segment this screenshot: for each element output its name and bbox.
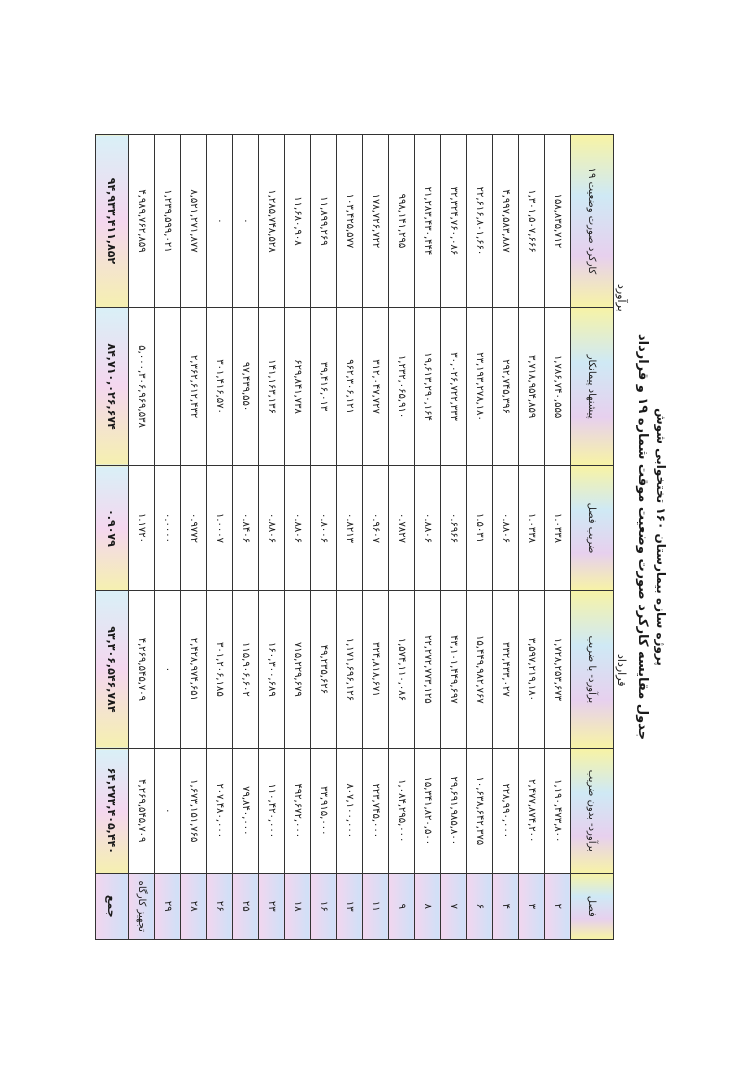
- table-row: [207, 135, 233, 940]
- project-title: پروژه سازه بیمارستان ۱۶۰ تختخوابی شوش: [654, 408, 668, 666]
- row-contractor-bid: [155, 307, 181, 465]
- total-work-statement: ۹۴,۹۳۳,۴۱۱,۸۵۲: [96, 135, 129, 308]
- row-estimate-no-factor: ۲۲۳,۷۴۵,۰۰۰: [363, 749, 389, 873]
- row-work-statement: ۱۱,۸۹۹,۲۶۹: [311, 135, 337, 308]
- row-phase-factor: ۱.۰۰۰۷: [207, 466, 233, 590]
- row-phase-factor: ۰.۸۸۰۶: [259, 466, 285, 590]
- row-estimate-with-factor: ۲,۴۲۸,۹۷۴,۶۵۱: [181, 590, 207, 748]
- col-work-statement: کارکرد صورت وضعیت ۱۹: [571, 135, 614, 308]
- row-contractor-bid: ۱۹,۶۱۳,۲۹۰,۱۶۴: [415, 307, 441, 465]
- row-estimate-no-factor: ۴۹۲,۶۷۲,۰۰۰: [285, 749, 311, 873]
- comparison-table: [95, 134, 614, 940]
- total-phase-factor: ۰.۹۰۷۹: [96, 466, 129, 590]
- row-estimate-no-factor: ۳۳,۹۱۵,۰۰۰: [311, 749, 337, 873]
- row-phase: ۹: [389, 873, 415, 939]
- total-label: جمع: [96, 873, 129, 939]
- table-body: [129, 135, 571, 940]
- row-phase-factor: ۰.۶۹۶۶: [441, 466, 467, 590]
- col-contractor-bid: پیشنهاد پیمانکار: [571, 307, 614, 465]
- table-row: [233, 135, 259, 940]
- row-work-statement: ۱۵۸,۸۳۵,۷۱۲: [545, 135, 571, 308]
- row-phase: ۲۶: [207, 873, 233, 939]
- row-contractor-bid: ۳,۷۱۸,۹۵۴,۸۵۹: [519, 307, 545, 465]
- row-estimate-with-factor: ۷۱۵,۲۲۹,۶۷۹: [285, 590, 311, 748]
- total-estimate-no-factor: ۶۴,۲۷۳,۴۰۵,۴۴۰: [96, 749, 129, 873]
- row-phase-factor: ۱.۱۷۲۰: [129, 466, 155, 590]
- row-work-statement: ۰: [207, 135, 233, 308]
- row-phase: ۸: [415, 873, 441, 939]
- header-row: [571, 135, 614, 940]
- row-phase: ۱۱: [363, 873, 389, 939]
- table-row: [181, 135, 207, 940]
- row-estimate-no-factor: ۰: [155, 749, 181, 873]
- table-row: [415, 135, 441, 940]
- row-estimate-no-factor: ۴,۲۶۹,۵۴۵,۷۰۹: [129, 749, 155, 873]
- table-row: [389, 135, 415, 940]
- row-phase: تجهیز کارگاه: [129, 873, 155, 939]
- row-contractor-bid: ۹۶۲,۳۰۶,۱۲۱: [337, 307, 363, 465]
- col-estimate-with-factor: برآورد- با ضریب: [571, 590, 614, 748]
- row-phase-factor: ۰.۰۰۰۰: [155, 466, 181, 590]
- row-estimate-no-factor: ۲۰۷,۴۸۰,۰۰۰: [207, 749, 233, 873]
- row-work-statement: ۳۲,۳۲۴,۷۶۰,۰۸۶: [441, 135, 467, 308]
- row-phase-factor: ۰.۸۰۰۶: [311, 466, 337, 590]
- row-contractor-bid: ۱,۲۳۲,۰۶۵,۹۱۰: [389, 307, 415, 465]
- row-phase: ۶: [467, 873, 493, 939]
- row-estimate-with-factor: ۳۲۴,۸۱۸,۶۷۱: [363, 590, 389, 748]
- row-estimate-no-factor: ۱,۱۹۰,۴۷۳,۸۰۰: [545, 749, 571, 873]
- row-phase: ۴: [493, 873, 519, 939]
- row-estimate-with-factor: ۳۳۲,۴۳۳,۰۲۷: [493, 590, 519, 748]
- row-work-statement: ۱۱,۶۸۰,۹۰۸: [285, 135, 311, 308]
- table-row: [467, 135, 493, 940]
- row-phase-factor: ۰.۹۷۷۲: [181, 466, 207, 590]
- rotated-document: [84, 134, 674, 940]
- row-estimate-no-factor: ۲۲۸,۹۹۰,۰۰۰: [493, 749, 519, 873]
- total-estimate-with-factor: ۹۳,۳۰۶,۵۴۶,۷۸۴: [96, 590, 129, 748]
- row-contractor-bid: ۳۰,۰۲۶,۷۲۲,۳۳۳: [441, 307, 467, 465]
- row-estimate-with-factor: ۱,۱۷۱,۶۹۶,۱۲۶: [337, 590, 363, 748]
- row-estimate-with-factor: ۱۶۰,۳۰۰,۶۸۹: [259, 590, 285, 748]
- row-contractor-bid: ۵,۰۰۰,۳۰۶,۹۶۹,۵۳۸: [129, 307, 155, 465]
- row-phase: ۲۹: [155, 873, 181, 939]
- row-phase-factor: ۰.۸۸۰۶: [415, 466, 441, 590]
- row-phase-factor: ۱.۰۳۳۸: [545, 466, 571, 590]
- row-work-statement: ۰: [233, 135, 259, 308]
- table-row: [337, 135, 363, 940]
- row-estimate-no-factor: ۱۵,۳۴۱,۸۲۰,۵۰۰: [415, 749, 441, 873]
- row-phase: ۲۵: [233, 873, 259, 939]
- row-contractor-bid: ۳۱۲,۰۴۷,۷۲۷: [363, 307, 389, 465]
- table-row: [441, 135, 467, 940]
- col-estimate-no-factor: برآورد- بدون ضریب: [571, 749, 614, 873]
- table-row: [363, 135, 389, 940]
- row-work-statement: ۹۹۸,۱۴۱,۲۹۵: [389, 135, 415, 308]
- row-estimate-with-factor: ۱,۷۲۸,۲۵۳,۶۷۳: [545, 590, 571, 748]
- total-contractor-bid: ۸۴,۷۱۰,۰۲۶,۶۷۴: [96, 307, 129, 465]
- table-row: [129, 135, 155, 940]
- row-work-statement: ۱۰۳,۴۲۵,۵۷۷: [337, 135, 363, 308]
- group-contract-label: قرارداد: [615, 654, 628, 687]
- row-work-statement: ۴,۹۸۹,۷۶۲,۸۵۹: [129, 135, 155, 308]
- row-work-statement: ۱,۳۰۱,۵۰۷,۶۶۶: [519, 135, 545, 308]
- row-contractor-bid: ۲۹۲,۷۴۵,۳۹۶: [493, 307, 519, 465]
- row-work-statement: ۱۷۸,۷۲۶,۷۲۲: [363, 135, 389, 308]
- table-row: [519, 135, 545, 940]
- row-contractor-bid: ۱۴۱,۱۶۳,۱۳۶: [259, 307, 285, 465]
- row-phase-factor: ۰.۸۸۰۶: [285, 466, 311, 590]
- row-phase-factor: ۰.۷۸۲۷: [389, 466, 415, 590]
- row-work-statement: ۱,۲۸۵,۷۴۸,۵۲۸: [259, 135, 285, 308]
- row-estimate-no-factor: ۱,۰۸۴,۲۹۵,۰۰۰: [389, 749, 415, 873]
- row-phase: ۲۳: [259, 873, 285, 939]
- row-contractor-bid: ۲۳,۱۹۳,۲۷۸,۱۸۰: [467, 307, 493, 465]
- row-estimate-with-factor: ۱۱۵,۹۰۶,۶۰۲: [233, 590, 259, 748]
- row-work-statement: ۴,۹۹۷,۵۸۳,۸۸۷: [493, 135, 519, 308]
- table-title: جدول مقایسه کارکرد صورت وضعیت موقت شماره ۱۹ و قرارداد: [635, 333, 650, 741]
- row-phase-factor: ۱.۰۳۳۸: [519, 466, 545, 590]
- row-phase: ۲: [545, 873, 571, 939]
- row-phase-factor: ۰.۸۸۰۶: [493, 466, 519, 590]
- row-estimate-with-factor: ۲۲,۲۷۲,۷۷۳,۱۲۵: [415, 590, 441, 748]
- row-estimate-with-factor: ۱,۵۷۴,۱۱۰,۰۸۶: [389, 590, 415, 748]
- row-phase-factor: ۰.۸۲۱۳: [337, 466, 363, 590]
- row-estimate-no-factor: ۱۰,۶۳۸,۶۴۲,۳۷۵: [467, 749, 493, 873]
- table-row: [493, 135, 519, 940]
- row-work-statement: ۲۱,۲۸۳,۴۳۰,۴۴۴: [415, 135, 441, 308]
- row-estimate-with-factor: ۴۹,۲۳۵,۶۲۶: [311, 590, 337, 748]
- table-row: [259, 135, 285, 940]
- row-phase: ۱۳: [337, 873, 363, 939]
- row-contractor-bid: ۳۹,۴۱۶,۰۱۳: [311, 307, 337, 465]
- row-estimate-no-factor: ۲۹,۶۹۱,۹۸۵,۸۰۰: [441, 749, 467, 873]
- group-estimate-label: برآورد: [615, 284, 628, 312]
- row-phase: ۱۸: [285, 873, 311, 939]
- row-work-statement: ۲۲,۶۱۶,۸۰۱,۶۶۰: [467, 135, 493, 308]
- row-contractor-bid: ۱,۷۸۶,۷۴۰,۵۵۵: [545, 307, 571, 465]
- row-phase-factor: ۱.۵۰۳۱: [467, 466, 493, 590]
- total-row: [96, 135, 129, 940]
- row-contractor-bid: ۲,۳۶۲,۶۱۲,۴۳۲: [181, 307, 207, 465]
- row-estimate-no-factor: ۱,۶۷۳,۱۵۱,۷۶۵: [181, 749, 207, 873]
- row-estimate-with-factor: ۳,۵۹۷,۲۱۹,۱۸۰: [519, 590, 545, 748]
- row-phase: ۷: [441, 873, 467, 939]
- row-estimate-no-factor: ۸۰۷,۱۰۰,۰۰۰: [337, 749, 363, 873]
- col-phase: فصل: [571, 873, 614, 939]
- row-work-statement: ۸,۵۲۱,۲۷۱,۸۷۷: [181, 135, 207, 308]
- row-phase: ۳: [519, 873, 545, 939]
- row-estimate-with-factor: ۱۵,۴۴۹,۹۸۲,۷۶۷: [467, 590, 493, 748]
- row-estimate-with-factor: ۰: [155, 590, 181, 748]
- row-estimate-with-factor: ۴۳,۱۰۱,۴۴۹,۶۹۷: [441, 590, 467, 748]
- table-row: [155, 135, 181, 940]
- row-estimate-with-factor: ۴,۲۶۹,۵۴۵,۷۰۹: [129, 590, 155, 748]
- row-phase: ۱۶: [311, 873, 337, 939]
- row-estimate-with-factor: ۳۰۱,۲۰۶,۱۸۵: [207, 590, 233, 748]
- table-row: [311, 135, 337, 940]
- row-phase-factor: ۰.۸۴۰۶: [233, 466, 259, 590]
- col-phase-factor: ضریب فصل: [571, 466, 614, 590]
- row-phase: ۲۸: [181, 873, 207, 939]
- row-phase-factor: ۰.۹۶۰۷: [363, 466, 389, 590]
- row-contractor-bid: ۶۲۹,۸۴۱,۷۳۸: [285, 307, 311, 465]
- table-row: [545, 135, 571, 940]
- row-contractor-bid: ۹۷,۴۳۹,۵۵۰: [233, 307, 259, 465]
- row-estimate-no-factor: ۲,۴۷۷,۸۷۴,۲۰۰: [519, 749, 545, 873]
- row-work-statement: ۱,۲۳۹,۵۹۹,۰۲۱: [155, 135, 181, 308]
- table-row: [285, 135, 311, 940]
- row-estimate-no-factor: ۱۱۰,۴۲۰,۰۰۰: [259, 749, 285, 873]
- row-estimate-no-factor: ۷۹,۸۴۰,۰۰۰: [233, 749, 259, 873]
- row-contractor-bid: ۳۰۱,۴۱۶,۵۷۰: [207, 307, 233, 465]
